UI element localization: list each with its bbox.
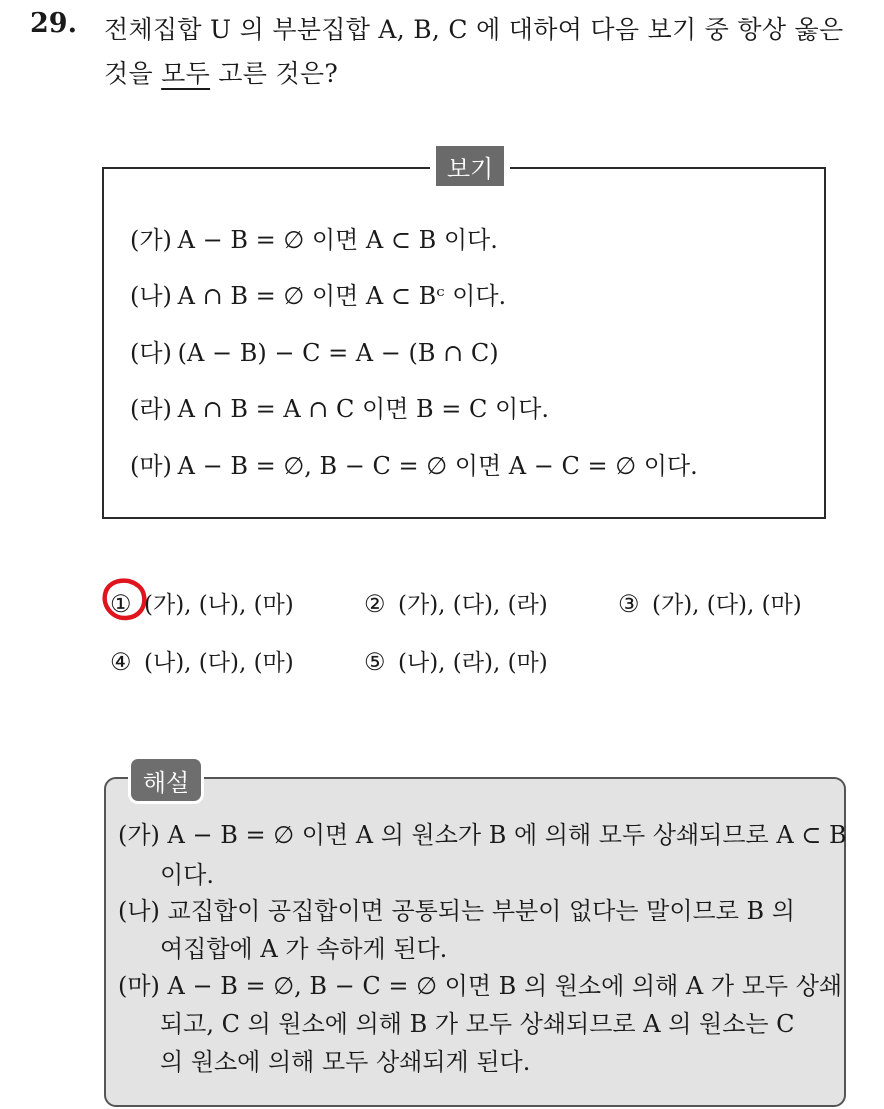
bogi-item-da	[130, 333, 499, 368]
choice-number: ②	[364, 590, 386, 618]
bogi-item-label: (나)	[130, 282, 172, 310]
choice-text: (나), (라), (마)	[398, 650, 548, 676]
solution-line: 의 원소에 의해 모두 상쇄되게 된다.	[160, 1048, 531, 1076]
bogi-item-label: (다)	[130, 339, 172, 367]
choice-4[interactable]	[110, 644, 294, 677]
solution-line: 이다.	[160, 861, 214, 889]
solution-line: (나) 교집합이 공집합이면 공통되는 부분이 없다는 말이므로 B 의	[118, 897, 795, 925]
bogi-item-text: A ∩ B = A ∩ C 이면 B = C 이다.	[177, 395, 550, 423]
question-number: 29.	[30, 8, 77, 39]
bogi-item-label: (마)	[130, 452, 172, 480]
choice-number: ⑤	[364, 648, 386, 676]
question-line2-prefix: 것을	[104, 59, 162, 88]
bogi-item-ra	[130, 389, 549, 424]
solution-line: (마) A − B = ∅, B − C = ∅ 이면 B 의 원소에 의해 A 가 모두 상쇄	[118, 972, 843, 1000]
question-text-line2	[104, 54, 338, 90]
choice-text: (나), (다), (마)	[144, 650, 294, 676]
bogi-item-label: (가)	[130, 226, 172, 254]
choice-3[interactable]	[618, 586, 802, 619]
bogi-item-text: A − B = ∅ 이면 A ⊂ B 이다.	[177, 226, 498, 254]
bogi-item-na	[130, 276, 506, 311]
choice-5[interactable]	[364, 644, 548, 677]
bogi-item-ma	[130, 446, 698, 481]
question-line2-suffix: 고른 것은?	[210, 59, 339, 88]
question-text-line1: 전체집합 U 의 부분집합 A, B, C 에 대하여 다음 보기 중 항상 옳은	[104, 15, 844, 44]
choice-number: ③	[618, 590, 640, 618]
question-emphasis-all: 모두	[161, 59, 211, 88]
choice-2[interactable]	[364, 586, 548, 619]
choice-text: (가), (다), (라)	[398, 592, 548, 618]
bogi-item-text: (A − B) − C = A − (B ∩ C)	[177, 339, 499, 367]
solution-line: 되고, C 의 원소에 의해 B 가 모두 상쇄되므로 A 의 원소는 C	[160, 1010, 795, 1038]
choice-1[interactable]	[110, 586, 294, 619]
bogi-item-text: A ∩ B = ∅ 이면 A ⊂ Bᶜ 이다.	[177, 282, 507, 310]
bogi-tag: 보기	[430, 146, 510, 186]
solution-line: 여집합에 A 가 속하게 된다.	[160, 935, 448, 963]
choice-number: ①	[110, 590, 132, 618]
bogi-item-ga	[130, 220, 498, 255]
bogi-item-text: A − B = ∅, B − C = ∅ 이면 A − C = ∅ 이다.	[177, 452, 698, 480]
choice-number: ④	[110, 648, 132, 676]
choice-text: (가), (다), (마)	[652, 592, 802, 618]
choice-text: (가), (나), (마)	[144, 592, 294, 618]
bogi-item-label: (라)	[130, 395, 172, 423]
solution-line: (가) A − B = ∅ 이면 A 의 원소가 B 에 의해 모두 상쇄되므로 A ⊂ B	[118, 821, 847, 849]
solution-tag: 해설	[128, 756, 204, 804]
